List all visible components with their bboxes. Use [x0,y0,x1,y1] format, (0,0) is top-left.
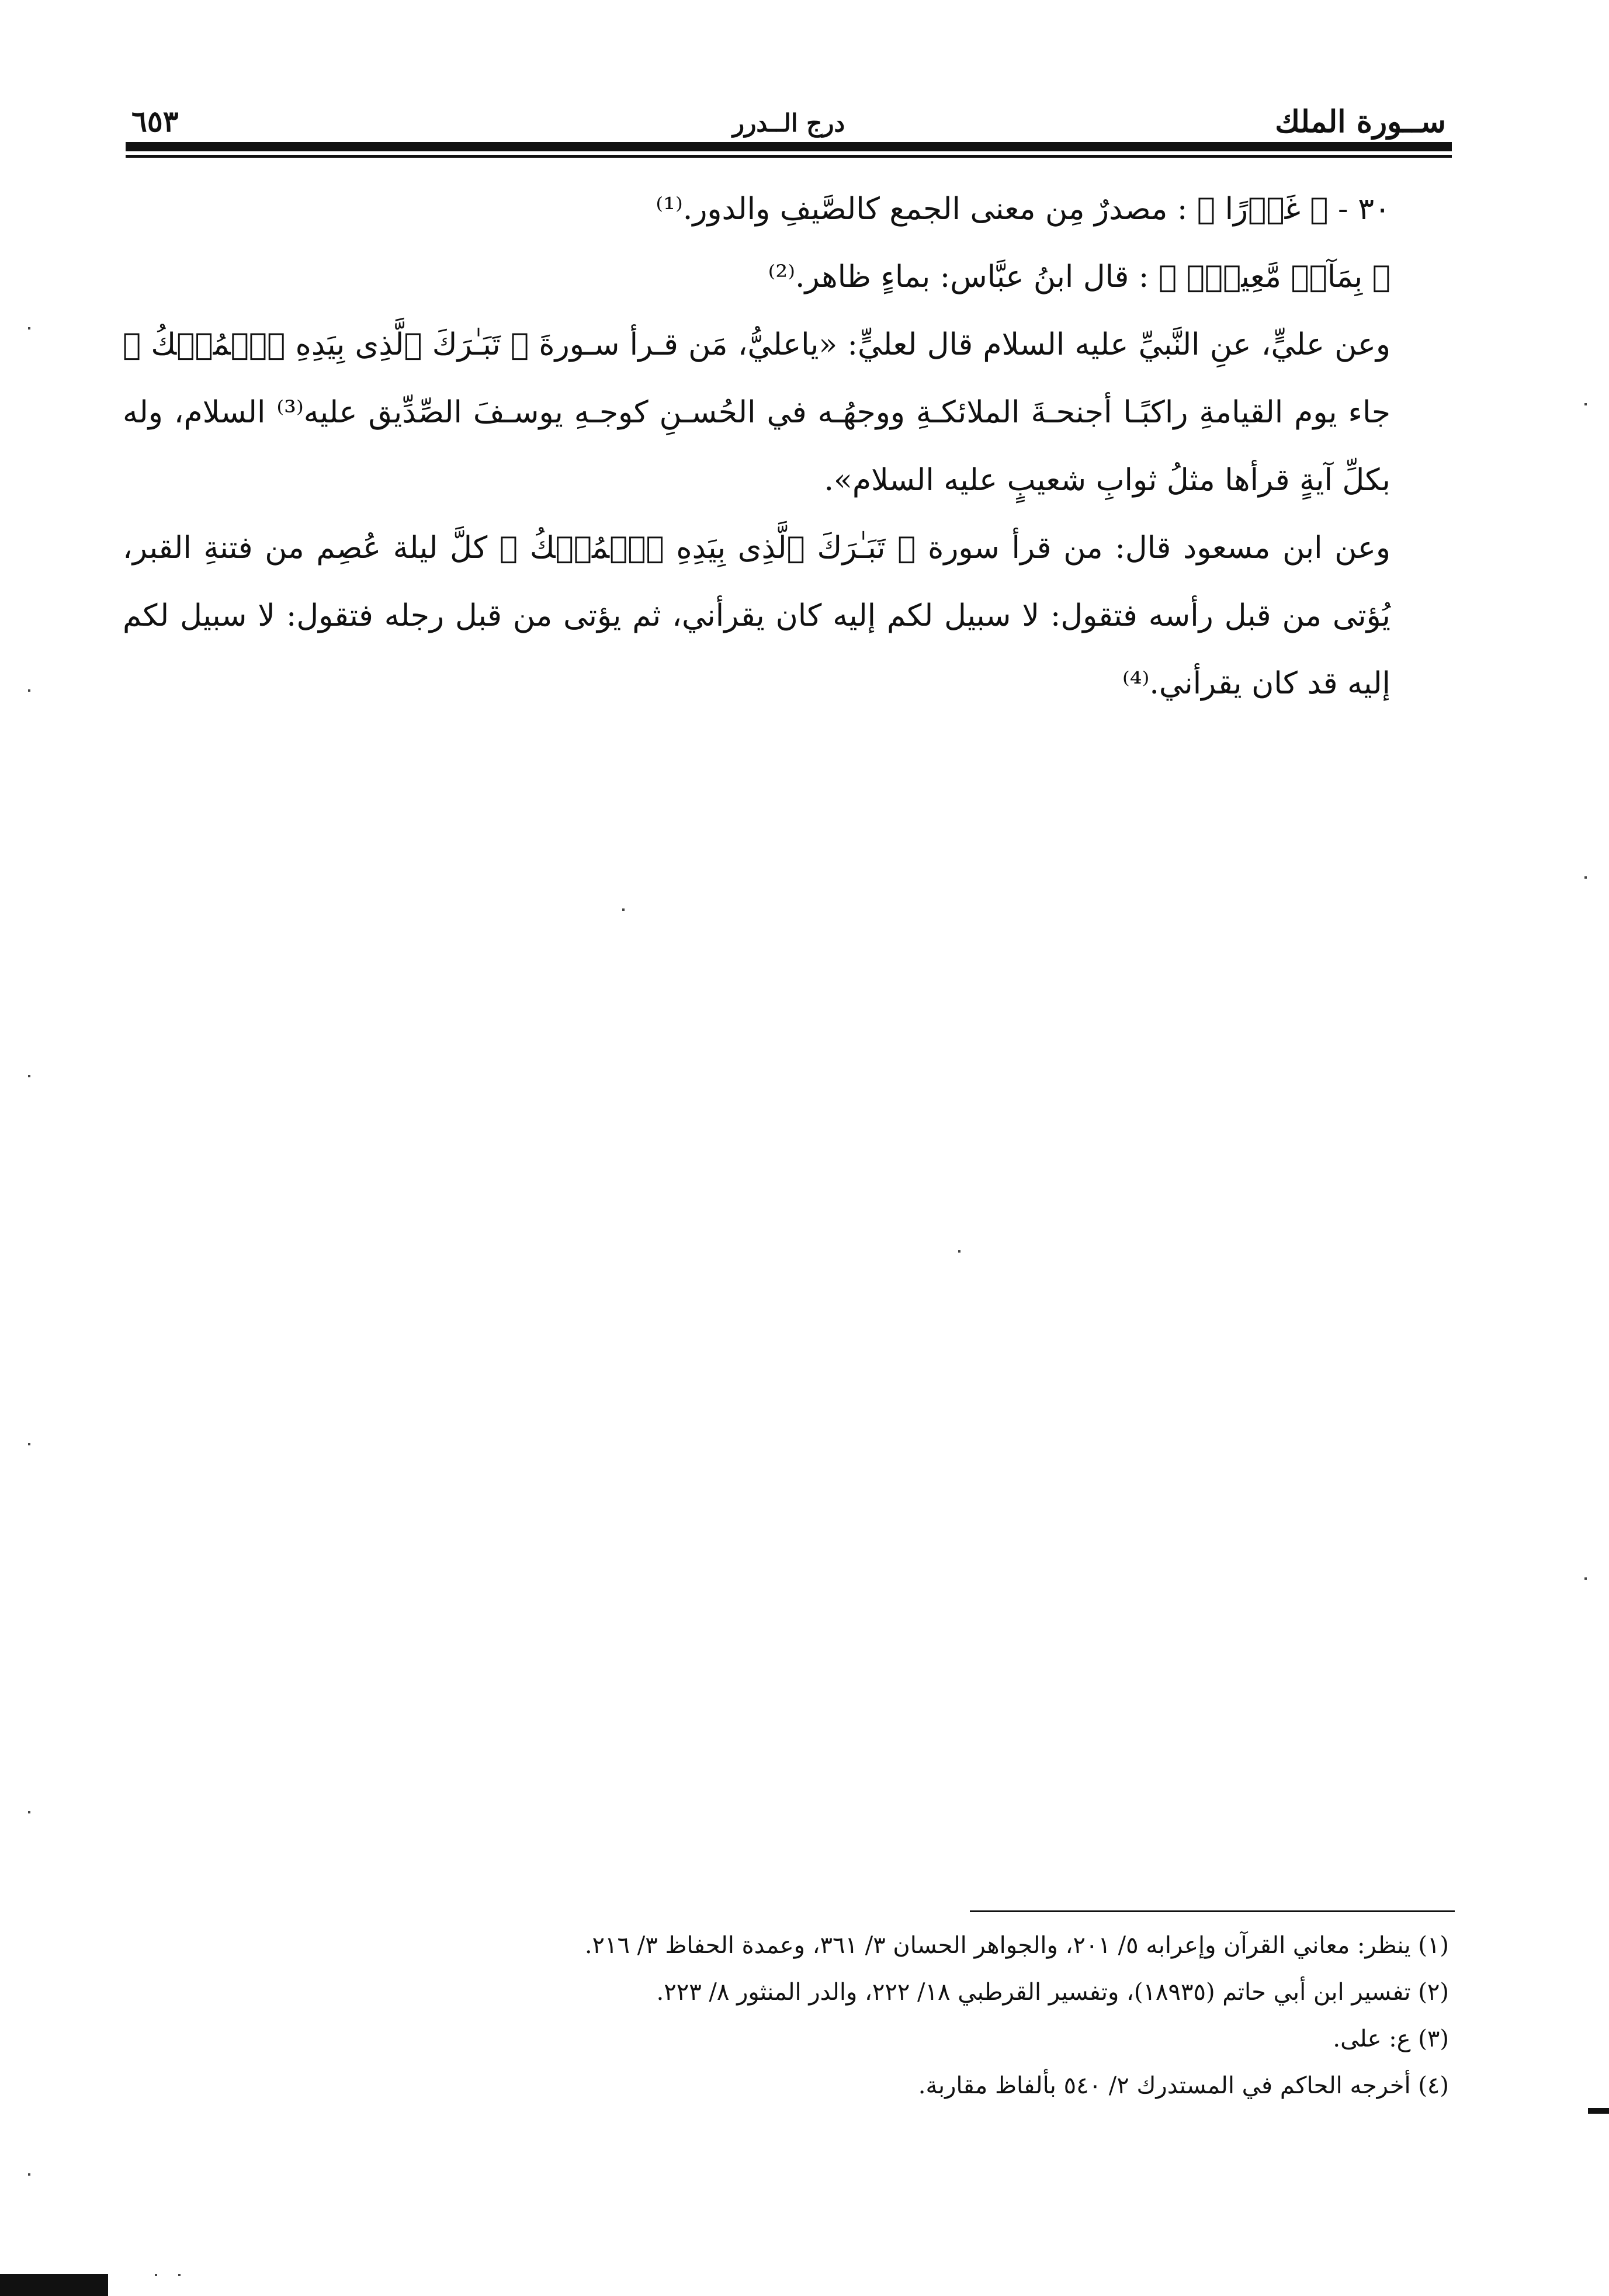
scan-dot [28,689,30,692]
scan-dot [1584,403,1587,405]
book-title: درج الــدرر [732,109,845,137]
scan-dot [28,2173,30,2176]
footnotes [351,1922,1449,2109]
footnote-separator [970,1910,1455,1912]
surah-title: ســورة الملك [1275,104,1446,140]
scan-dot [622,908,625,911]
header-rule-thick [126,142,1452,151]
scan-dot [1584,1577,1587,1580]
scan-edge-mark-bottom [0,2274,108,2296]
scan-dot [178,2274,181,2276]
paragraph-ali-hadith: وعن عليٍّ، عنِ النَّبيِّ عليه السلام قال لعليٍّ: «ياعليُّ، مَن قـرأ سـورةَ ﴿ تَبَـٰرَكَ ٱلَّذِى بِيَدِهِ ٱلۡمُلۡكُ ﴾ جاء يوم القيامةِ راكبًـا أجنحـةَ الملائكـةِ ووجهُـه في الحُسـنِ كوجـهِ يوسـفَ الصِّدِّيق عليه⁽³⁾ السلام، وله بكلِّ آيةٍ قرأها مثلُ ثوابِ شعيبٍ عليه السلام». [123,327,1390,498]
header-rule-thin [126,155,1452,158]
main-text [123,175,1455,717]
scan-edge-mark-right [1588,2108,1609,2114]
footnote-4: (٤) أخرجه الحاكم في المستدرك ٢/ ٥٤٠ بألفاظ مقاربة. [918,2072,1449,2099]
paragraph-ibn-masud: وعن ابن مسعود قال: من قرأ سورة ﴿ تَبَـٰرَكَ ٱلَّذِى بِيَدِهِ ٱلۡمُلۡكُ ﴾ كلَّ ليلة عُصِم من فتنةِ القبر، يُؤتى من قبل رأسه فتقول: لا سبيل لكم إليه كان يقرأني، ثم يؤتى من قبل رجله فتقول: لا سبيل لكم إليه قد كان يقرأني.⁽⁴⁾ [123,530,1390,701]
scan-dot [958,1250,960,1253]
footnote-3: (٣) ع: على. [1333,2026,1449,2052]
footnote-2: (٢) تفسير ابن أبي حاتم (١٨٩٣٥)، وتفسير القرطبي ١٨/ ٢٢٢، والدر المنثور ٨/ ٢٢٣. [656,1979,1449,2006]
paragraph-verse-30: ٣٠ - ﴿ غَوۡرًا ﴾ : مصدرٌ مِن معنى الجمع كالصَّيفِ والدور.⁽¹⁾ [656,192,1390,227]
footnote-1: (١) ينظر: معاني القرآن وإعرابه ٥/ ٢٠١، والجواهر الحسان ٣/ ٣٦١، وعمدة الحفاظ ٣/ ٢١٦. [584,1932,1449,1959]
scan-dot [1584,876,1587,879]
paragraph-maa-maeen: ﴿ بِمَآءٖ مَّعِينِۭ ﴾ : قال ابنُ عبَّاس: بماءٍ ظاهر.⁽²⁾ [768,259,1390,294]
scan-dot [28,1811,30,1813]
scan-dot [28,1443,30,1445]
scan-dot [28,1075,30,1077]
page-number: ٦٥٣ [131,104,179,138]
scan-dot [28,327,30,330]
running-header [126,86,1452,139]
scan-dot [155,2274,157,2276]
